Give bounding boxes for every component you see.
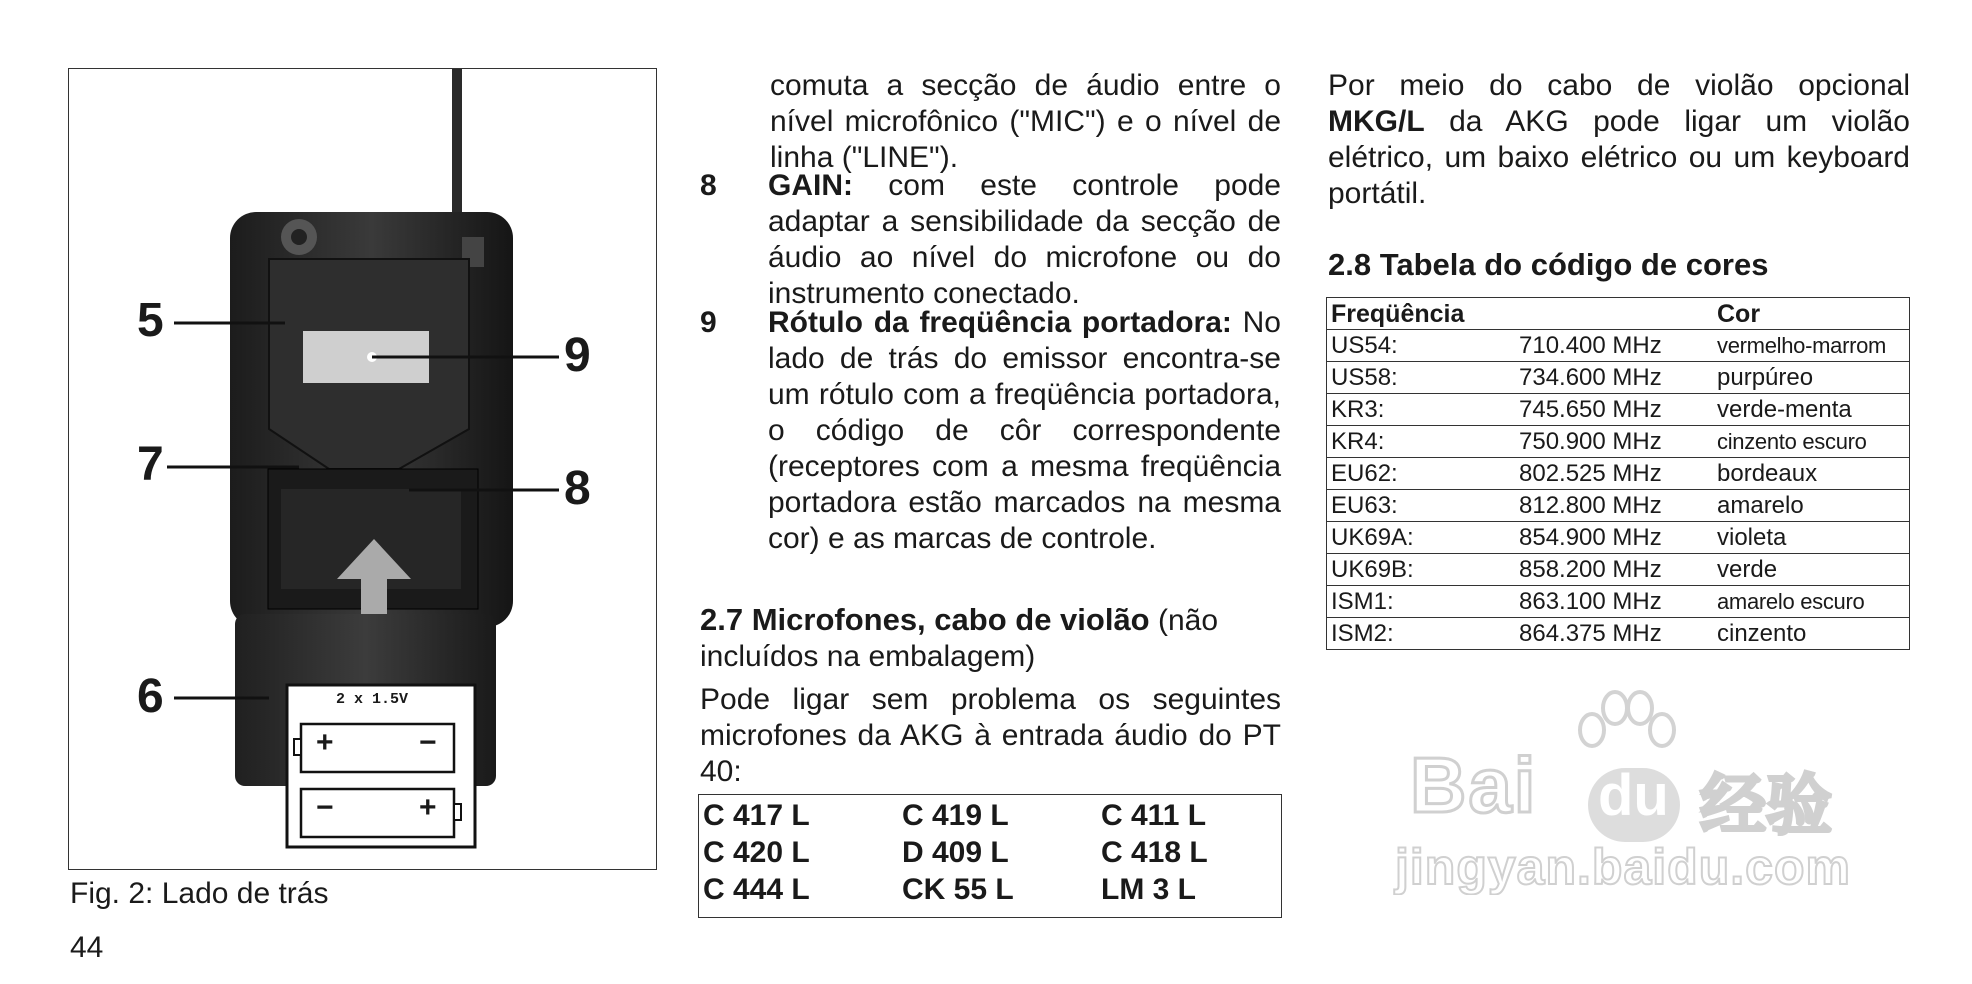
- cell-code: EU62:: [1327, 458, 1516, 490]
- mic-item: LM 3 L: [1101, 873, 1196, 906]
- cell-frequency: 734.600 MHz: [1515, 362, 1713, 394]
- minus-sign-1: −: [419, 726, 437, 759]
- callout-7: 7: [137, 438, 164, 491]
- cell-frequency: 750.900 MHz: [1515, 426, 1713, 458]
- baidu-watermark: [1390, 690, 1860, 910]
- section-2-7-suffix: (não incluídos na embalagem): [700, 604, 1219, 673]
- cell-color: amarelo: [1713, 490, 1910, 522]
- section-2-7-body: Pode ligar sem problema os seguintes microfones da AKG à entrada áudio do PT 40:: [700, 683, 1281, 788]
- paw-icon: [1570, 690, 1680, 770]
- cell-frequency: 745.650 MHz: [1515, 394, 1713, 426]
- cell-frequency: 802.525 MHz: [1515, 458, 1713, 490]
- mic-item: C 417 L: [703, 799, 810, 832]
- cell-code: ISM1:: [1327, 586, 1516, 618]
- callout-8: 8: [564, 462, 591, 515]
- item-8-text: com este controle pode adaptar a sensibilidade da secção de áudio ao nível do microfone ou do instrumento conectado.: [768, 169, 1281, 310]
- section-2-8-title: 2.8 Tabela do código de cores: [1328, 247, 1769, 282]
- cell-color: violeta: [1713, 522, 1910, 554]
- guitar-para-post: da AKG pode ligar um violão elétrico, um baixo elétrico ou um keyboard portátil.: [1328, 105, 1910, 210]
- item-9-label: Rótulo da freqüência portadora:: [768, 306, 1232, 339]
- mic-item: C 444 L: [703, 873, 810, 906]
- watermark-brand: Bai: [1410, 741, 1538, 829]
- table-row: [1327, 458, 1910, 490]
- table-header-row: [1327, 298, 1910, 330]
- plus-sign-1: +: [316, 726, 334, 759]
- cell-color: cinzento: [1713, 618, 1910, 650]
- table-row: [1327, 554, 1910, 586]
- cell-color: verde: [1713, 554, 1910, 586]
- table-row: [1327, 394, 1910, 426]
- cell-code: KR3:: [1327, 394, 1516, 426]
- cell-code: UK69A:: [1327, 522, 1516, 554]
- mic-item: C 411 L: [1101, 799, 1207, 832]
- mic-item: CK 55 L: [902, 873, 1014, 906]
- figure-caption: Fig. 2: Lado de trás: [70, 877, 329, 910]
- guitar-para-pre: Por meio do cabo de violão opcional: [1328, 69, 1910, 102]
- cell-code: EU63:: [1327, 490, 1516, 522]
- cell-code: US54:: [1327, 330, 1516, 362]
- cell-frequency: 863.100 MHz: [1515, 586, 1713, 618]
- cell-color: amarelo escuro: [1713, 586, 1910, 618]
- mic-item: D 409 L: [902, 836, 1009, 869]
- item-9-text: No lado de trás do emissor encontra-se um rótulo com a freqüência portadora, o código de côr correspondente (receptores com a mesma freqüência portadora estão marcados na mesma cor) e as marcas de controle.: [768, 306, 1281, 555]
- cell-color: cinzento escuro: [1713, 426, 1910, 458]
- table-row: [1327, 330, 1910, 362]
- item-8-number: 8: [700, 169, 717, 202]
- item-8: [700, 168, 1281, 312]
- callout-6: 6: [137, 670, 164, 723]
- table-row: [1327, 490, 1910, 522]
- table-row: [1327, 586, 1910, 618]
- cell-color: purpúreo: [1713, 362, 1910, 394]
- mic-item: C 420 L: [703, 836, 810, 869]
- device-back-figure: [68, 68, 657, 870]
- item-8-body: [768, 168, 1281, 312]
- callout-9: 9: [564, 329, 591, 382]
- watermark-cn: 经验: [1700, 768, 1832, 842]
- guitar-cable-paragraph: [1328, 68, 1910, 212]
- continued-paragraph: comuta a secção de áudio entre o nível microfônico ("MIC") e o nível de linha ("LINE").: [770, 69, 1281, 174]
- item-9-body: [768, 305, 1281, 557]
- cell-frequency: 858.200 MHz: [1515, 554, 1713, 586]
- table-row: [1327, 426, 1910, 458]
- page-number: 44: [70, 931, 104, 964]
- header-value: [1515, 298, 1713, 330]
- cell-color: vermelho-marrom: [1713, 330, 1910, 362]
- cell-code: ISM2:: [1327, 618, 1516, 650]
- table-row: [1327, 362, 1910, 394]
- plus-sign-2: +: [419, 791, 437, 824]
- cell-frequency: 854.900 MHz: [1515, 522, 1713, 554]
- header-frequency: Freqüência: [1327, 298, 1516, 330]
- section-2-7-heading: [700, 602, 1260, 675]
- cell-frequency: 864.375 MHz: [1515, 618, 1713, 650]
- battery-voltage-label: 2 x 1.5V: [336, 691, 409, 708]
- callout-5: 5: [137, 294, 164, 347]
- section-2-7-title: 2.7 Microfones, cabo de violão: [700, 602, 1150, 637]
- mic-item: C 419 L: [902, 799, 1009, 832]
- cell-code: US58:: [1327, 362, 1516, 394]
- item-9: [700, 305, 1281, 557]
- header-color: Cor: [1713, 298, 1910, 330]
- cell-code: KR4:: [1327, 426, 1516, 458]
- minus-sign-2: −: [316, 791, 334, 824]
- cell-code: UK69B:: [1327, 554, 1516, 586]
- cell-color: verde-menta: [1713, 394, 1910, 426]
- item-9-number: 9: [700, 306, 717, 339]
- cell-frequency: 710.400 MHz: [1515, 330, 1713, 362]
- cell-color: bordeaux: [1713, 458, 1910, 490]
- mic-item: C 418 L: [1101, 836, 1208, 869]
- cell-frequency: 812.800 MHz: [1515, 490, 1713, 522]
- item-8-label: GAIN:: [768, 169, 853, 202]
- watermark-brand-du: du: [1598, 763, 1669, 828]
- microphone-list: [698, 794, 1282, 918]
- table-row: [1327, 522, 1910, 554]
- table-row: [1327, 618, 1910, 650]
- color-code-table: [1326, 297, 1910, 650]
- guitar-cable-model: MKG/L: [1328, 105, 1425, 138]
- watermark-url: jingyan.baidu.com: [1395, 839, 1851, 895]
